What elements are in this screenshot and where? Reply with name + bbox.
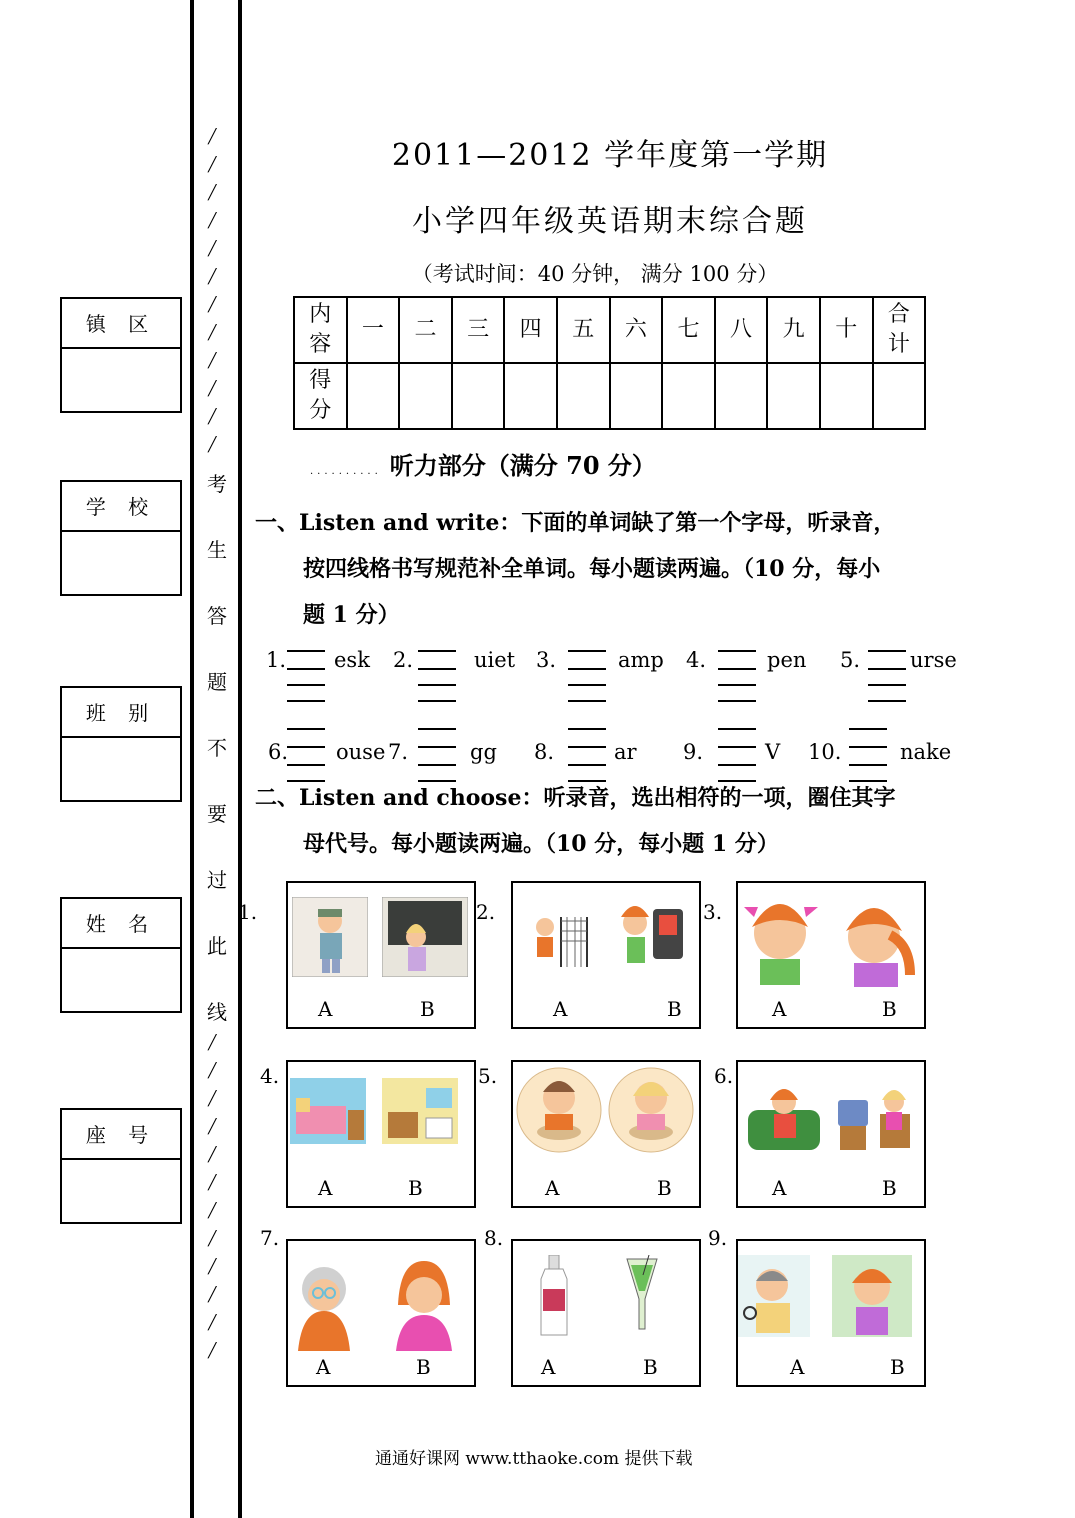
binding-char: 线 (207, 1000, 227, 1024)
score-table-header-row (294, 297, 925, 363)
score-cell[interactable] (767, 363, 820, 429)
score-cell[interactable] (873, 363, 926, 429)
question-2-instructions (255, 775, 975, 867)
binding-line-right (238, 0, 242, 1518)
footer-text: 通通好课网 www.tthaoke.com 提供下载 (375, 1449, 693, 1469)
page-subtitle: 小学四年级英语期末综合题 (412, 204, 808, 239)
table-cell: 十 (820, 297, 873, 363)
q1-line: 题 1 分） (303, 602, 400, 628)
score-cell[interactable] (452, 363, 505, 429)
card-number: 4. (260, 1064, 280, 1088)
boy-eating-picture (515, 1066, 603, 1154)
score-cell[interactable] (557, 363, 610, 429)
word-fragment: esk (334, 648, 370, 672)
option-a[interactable]: A (772, 1176, 787, 1200)
table-cell: 九 (767, 297, 820, 363)
card-number: 3. (703, 900, 723, 924)
score-cell[interactable] (610, 363, 663, 429)
picture-card-4 (286, 1060, 476, 1208)
boy-picture (292, 897, 368, 977)
table-cell: 一 (347, 297, 400, 363)
binding-char: 过 (207, 868, 227, 892)
score-table (293, 296, 926, 430)
glass-picture (625, 1255, 659, 1339)
word-number: 3. (536, 648, 557, 672)
bathroom-picture (382, 1078, 458, 1144)
option-a[interactable]: A (553, 997, 568, 1021)
playing-picture (527, 907, 607, 977)
page-title: 2011—2012 学年度第一学期 (391, 138, 829, 173)
girl-on-sofa-picture (744, 1080, 824, 1156)
bedroom-picture (290, 1078, 366, 1144)
binding-char: 生 (207, 538, 227, 562)
info-box-school (60, 480, 182, 596)
binding-char: 此 (207, 934, 227, 958)
section-heading-text: 听力部分（满分 70 分） (389, 451, 656, 480)
info-label: 学 校 (62, 482, 180, 532)
picture-card-8 (511, 1239, 701, 1387)
girl-thinking-picture (740, 887, 828, 987)
word-number: 9. (683, 740, 704, 764)
girl-shy-picture (830, 891, 920, 987)
word-fragment: ouse (336, 740, 386, 764)
word-fragment: pen (767, 648, 807, 672)
girl-at-board-picture (382, 897, 468, 977)
score-cell[interactable] (715, 363, 768, 429)
card-number: 6. (714, 1064, 734, 1088)
info-box-town (60, 297, 182, 413)
option-a[interactable]: A (318, 997, 333, 1021)
binding-char: 不 (207, 736, 227, 760)
score-cell[interactable] (347, 363, 400, 429)
info-field[interactable] (62, 1160, 180, 1222)
table-cell: 八 (715, 297, 768, 363)
binding-char: 考 (207, 472, 227, 496)
binding-char: 答 (207, 604, 227, 628)
option-b[interactable]: B (416, 1355, 431, 1379)
binding-char: 要 (207, 802, 227, 826)
score-cell[interactable] (662, 363, 715, 429)
girl-tv-picture (613, 889, 693, 979)
q2-line: 二、Listen and choose：听录音，选出相符的一项，圈住其字 (255, 785, 896, 811)
q1-line: 按四线格书写规范补全单词。每小题读两遍。（10 分，每小 (303, 556, 881, 582)
picture-card-2 (511, 881, 701, 1029)
picture-card-5 (511, 1060, 701, 1208)
exam-info: （考试时间：40 分钟， 满分 100 分） (411, 262, 779, 286)
table-cell: 二 (399, 297, 452, 363)
word-fragment: ar (614, 740, 637, 764)
table-cell: 三 (452, 297, 505, 363)
doctor-picture (738, 1255, 810, 1337)
score-cell[interactable] (399, 363, 452, 429)
card-number: 1. (238, 900, 258, 924)
word-fragment: gg (470, 740, 497, 764)
word-number: 6. (268, 740, 289, 764)
info-field[interactable] (62, 532, 180, 594)
info-field[interactable] (62, 349, 180, 411)
table-cell: 五 (557, 297, 610, 363)
bottle-picture (539, 1255, 569, 1339)
info-label: 姓 名 (62, 899, 180, 949)
option-b[interactable]: B (882, 997, 897, 1021)
option-b[interactable]: B (408, 1176, 423, 1200)
info-box-name (60, 897, 182, 1013)
option-a[interactable]: A (772, 997, 787, 1021)
table-cell: 合计 (873, 297, 926, 363)
girl-sewing-picture (832, 1255, 912, 1337)
word-fragment: amp (618, 648, 664, 672)
woman-picture (388, 1255, 458, 1351)
binding-line-left (190, 0, 194, 1518)
option-b[interactable]: B (667, 997, 682, 1021)
info-label: 班 别 (62, 688, 180, 738)
option-a[interactable]: A (316, 1355, 331, 1379)
score-cell[interactable] (820, 363, 873, 429)
dots: .......... (310, 466, 382, 477)
grandmother-picture (290, 1255, 360, 1351)
word-number: 5. (840, 648, 861, 672)
table-cell: 内容 (294, 297, 347, 363)
table-cell: 六 (610, 297, 663, 363)
q1-line: 一、Listen and write：下面的单词缺了第一个字母，听录音， (255, 510, 896, 536)
word-fragment: urse (910, 648, 957, 672)
girl-watching-tv-picture (834, 1080, 918, 1156)
picture-card-3 (736, 881, 926, 1029)
picture-card-7 (286, 1239, 476, 1387)
option-a[interactable]: A (318, 1176, 333, 1200)
word-number: 4. (686, 648, 707, 672)
picture-card-1 (286, 881, 476, 1029)
info-label: 镇 区 (62, 299, 180, 349)
table-cell: 七 (662, 297, 715, 363)
option-b[interactable]: B (420, 997, 435, 1021)
info-box-class (60, 686, 182, 802)
binding-char: 题 (207, 670, 227, 694)
option-a[interactable]: A (790, 1355, 805, 1379)
option-b[interactable]: B (882, 1176, 897, 1200)
word-number: 10. (808, 740, 842, 764)
card-number: 8. (484, 1226, 504, 1250)
card-number: 2. (476, 900, 496, 924)
score-table-score-row (294, 363, 925, 429)
card-number: 7. (260, 1226, 280, 1250)
word-fragment: uiet (474, 648, 516, 672)
picture-card-9 (736, 1239, 926, 1387)
girl-eating-picture (607, 1066, 695, 1154)
info-field[interactable] (62, 949, 180, 1011)
score-cell[interactable] (504, 363, 557, 429)
option-b[interactable]: B (657, 1176, 672, 1200)
option-b[interactable]: B (890, 1355, 905, 1379)
word-number: 7. (388, 740, 409, 764)
info-label: 座 号 (62, 1110, 180, 1160)
word-fragment: V (765, 740, 781, 764)
word-number: 8. (534, 740, 555, 764)
option-b[interactable]: B (643, 1355, 658, 1379)
option-a[interactable]: A (541, 1355, 556, 1379)
table-cell: 得分 (294, 363, 347, 429)
section-heading (310, 446, 656, 481)
word-fragment: nake (900, 740, 952, 764)
card-number: 9. (708, 1226, 728, 1250)
card-number: 5. (478, 1064, 498, 1088)
q2-line: 母代号。每小题读两遍。（10 分，每小题 1 分） (303, 831, 779, 857)
info-field[interactable] (62, 738, 180, 800)
option-a[interactable]: A (545, 1176, 560, 1200)
question-1-instructions (255, 500, 975, 638)
word-number: 2. (393, 648, 414, 672)
picture-card-6 (736, 1060, 926, 1208)
word-number: 1. (266, 648, 287, 672)
info-box-seat (60, 1108, 182, 1224)
table-cell: 四 (504, 297, 557, 363)
